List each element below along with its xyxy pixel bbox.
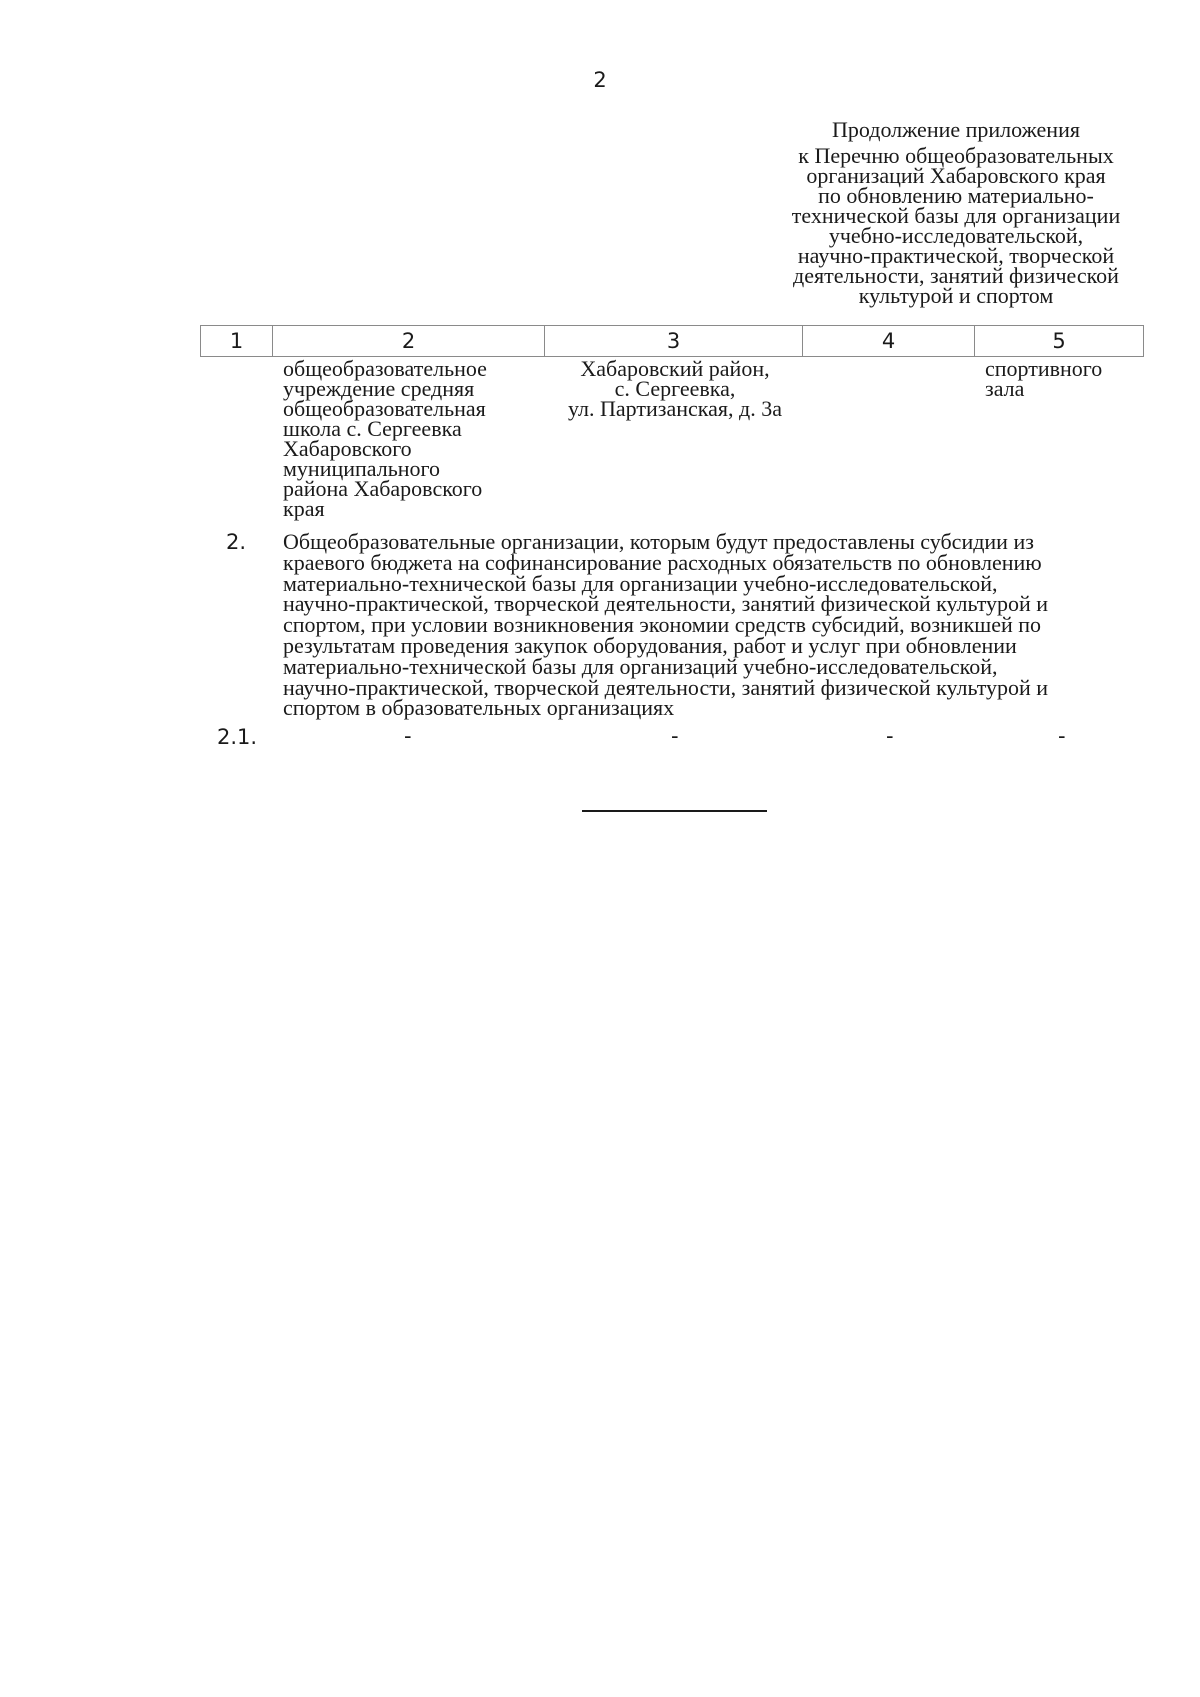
organization-name-line: края — [283, 496, 325, 521]
organization-address-cell — [545, 356, 805, 421]
work-description-cell — [985, 356, 1145, 401]
appendix-title: Продолжение приложения — [832, 117, 1080, 142]
work-description-line: зала — [985, 376, 1025, 401]
appendix-header-line: по обновлению материально- — [818, 183, 1094, 208]
section-2-text-line: Общеобразовательные организации, которым будут предоставлены субсидии из — [283, 529, 1034, 554]
column-number-cell: 4 — [803, 326, 975, 357]
organization-name-line: общеобразовательное — [283, 356, 487, 381]
organization-name-line: общеобразовательная — [283, 396, 486, 421]
row-2-1-col5-empty: - — [1058, 724, 1066, 748]
section-2-text — [283, 529, 1145, 721]
organization-address-line: Хабаровский район, — [580, 356, 770, 381]
appendix-header-line: культурой и спортом — [858, 283, 1054, 308]
page-number: 2 — [593, 68, 607, 92]
appendix-header-line: организаций Хабаровского края — [806, 163, 1106, 188]
column-number-header — [200, 325, 1144, 357]
section-2-number: 2. — [226, 530, 247, 554]
appendix-header — [766, 117, 1146, 308]
section-2-text-line: результатам проведения закупок оборудования, работ и услуг при обновлении — [283, 632, 1017, 658]
row-2-1-col4-empty: - — [886, 724, 894, 748]
column-number-row — [201, 326, 1144, 357]
column-number-cell: 1 — [201, 326, 273, 357]
section-2-text-line: краевого бюджета на софинансирование расходных обязательств по обновлению — [283, 549, 1042, 575]
row-2-1-col2-empty: - — [404, 724, 412, 748]
organization-name-line: Хабаровского — [283, 436, 412, 461]
appendix-header-line: технической базы для организации — [791, 203, 1121, 228]
column-number-cell: 5 — [975, 326, 1144, 357]
organization-name-cell — [283, 356, 543, 521]
section-2-text-line: материально-технической базы для организации учебно-исследовательской, — [283, 570, 998, 596]
row-2-1-number: 2.1. — [217, 725, 258, 749]
section-2-text-line: научно-практической, творческой деятельности, занятий физической культурой и — [283, 591, 1049, 617]
organization-address-line: ул. Партизанская, д. 3а — [568, 396, 782, 421]
organization-name-line: учреждение средняя — [283, 376, 475, 401]
appendix-header-line: научно-практической, творческой — [797, 243, 1115, 268]
organization-address-line: с. Сергеевка, — [614, 376, 736, 401]
column-number-cell: 3 — [545, 326, 803, 357]
organization-name-line: района Хабаровского — [283, 476, 483, 501]
column-number-cell: 2 — [273, 326, 545, 357]
appendix-header-line: к Перечню общеобразовательных — [798, 143, 1114, 168]
work-description-line: спортивного — [985, 356, 1103, 381]
row-2-1-col3-empty: - — [671, 724, 679, 748]
section-2-text-line: спортом, при условии возникновения экономии средств субсидий, возникшей по — [283, 612, 1042, 638]
section-2-text-line: материально-технической базы для организаций учебно-исследовательской, — [283, 653, 998, 679]
section-2-text-line: спортом в образовательных организациях — [283, 695, 675, 721]
organization-name-line: школа с. Сергеевка — [283, 416, 462, 441]
end-separator-line — [582, 810, 767, 812]
appendix-header-line: деятельности, занятий физической — [793, 263, 1119, 288]
organization-name-line: муниципального — [283, 456, 441, 481]
section-2-text-line: научно-практической, творческой деятельности, занятий физической культурой и — [283, 674, 1049, 700]
appendix-header-line: учебно-исследовательской, — [828, 223, 1084, 248]
